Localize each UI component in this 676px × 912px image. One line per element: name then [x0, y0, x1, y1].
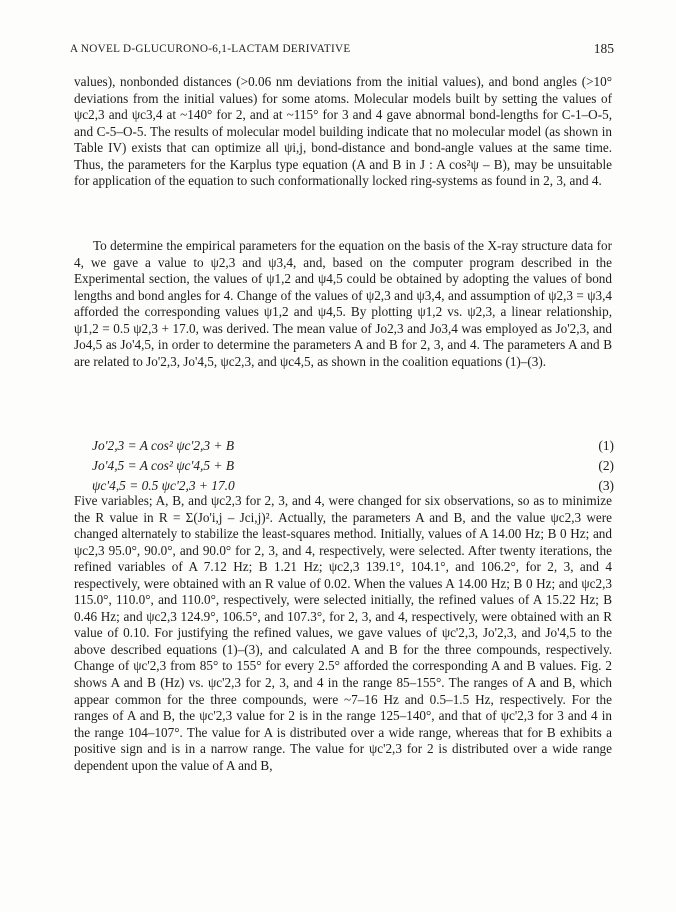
paragraph-3 — [74, 493, 612, 774]
equation-1-number: (1) — [598, 438, 614, 453]
coalition-equations — [92, 438, 614, 498]
equation-1 — [92, 438, 614, 458]
equation-3-number: (3) — [598, 478, 614, 493]
page-number: 185 — [593, 41, 614, 56]
equation-3-expression: ψc'4,5 = 0.5 ψc'2,3 + 17.0 — [92, 478, 235, 493]
running-title: A NOVEL D-GLUCURONO-6,1-LACTAM DERIVATIVE — [70, 43, 351, 55]
paragraph-1-text: values), nonbonded distances (>0.06 nm deviations from the initial values), and bond angles (>10° deviations from the initial values) for some atoms. Molecular models built by setting the values of ψc2,3 and ψc3,4 at ~140° for 2, and at ~115° for 3 and 4 gave abnormal bond-lengths for C-1–O-5, and C-5–O-5. The results of molecular model building indicate that no molecular model (as shown in Table IV) exists that can optimize all ψi,j, bond-distance and bond-angle values at the same time. Thus, the parameters for the Karplus type equation (A and B in J : A cos²ψ – B), may be unsuitable for application of the equation to such conformationally locked ring-systems as found in 2, 3, and 4. — [74, 74, 612, 189]
equation-2-number: (2) — [598, 458, 614, 473]
equation-2-expression: Jo'4,5 = A cos² ψc'4,5 + B — [92, 458, 235, 473]
paragraph-1 — [74, 74, 612, 190]
equation-1-expression: Jo'2,3 = A cos² ψc'2,3 + B — [92, 438, 235, 453]
equation-2 — [92, 458, 614, 478]
paragraph-2-text: To determine the empirical parameters for the equation on the basis of the X-ray structure data for 4, we gave a value to ψ2,3 and ψ3,4, and, based on the computer program described in the Experimental section, the values of ψ1,2 and ψ4,5 could be obtained by adopting the values of bond lengths and bond angles for 4. Change of the values of ψ2,3 and ψ3,4, and assumption of ψ2,3 = ψ3,4 afforded the corresponding values ψ1,2 and ψ4,5. By plotting ψ1,2 vs. ψ2,3, a linear relationship, ψ1,2 = 0.5 ψ2,3 + 17.0, was derived. The mean value of Jo2,3 and Jo3,4 was employed as Jo'2,3, and Jo4,5 as Jo'4,5, in order to determine the parameters A and B for 2, 3, and 4. The parameters A and B are related to Jo'2,3, Jo'4,5, ψc2,3, and ψc4,5, as shown in the coalition equations (1)–(3). — [74, 238, 612, 369]
paragraph-3-text: Five variables; A, B, and ψc2,3 for 2, 3, and 4, were changed for six observations, so as to minimize the R value in R = Σ(Jo'i,j – Jci,j)². Actually, the parameters A and B, and the value ψc2,3 were changed alternately to stabilize the least-squares method. Initially, values of A 14.00 Hz; B 0 Hz; and ψc2,3 95.0°, 90.0°, and 90.0° for 2, 3, and 4, respectively, were selected. After twenty iterations, the refined variables of A 7.12 Hz; B 1.21 Hz; ψc2,3 139.1°, 104.1°, and 106.2°, for 2, 3, and 4 respectively, were obtained with an R value of 0.02. When the values A 14.00 Hz; B 0 Hz; and ψc2,3 115.0°, 110.0°, and 110.0°, respectively, were selected initially, the refined values of A 15.22 Hz; B 0.46 Hz; and ψc2,3 124.9°, 106.5°, and 107.3°, for 2, 3, and 4, respectively, were obtained with an R value of 0.10. For justifying the refined values, we gave values of ψc'2,3, Jo'2,3, and Jo'4,5 to the above described equations (1)–(3), and calculated A and B for the three compounds, respectively. Change of ψc'2,3 from 85° to 155° for every 2.5° afforded the corresponding A and B values. Fig. 2 shows A and B (Hz) vs. ψc'2,3 for 2, 3, and 4 in the range 85–155°. The ranges of A and B, which appear common for the three compounds, were ~7–16 Hz and 0.5–1.5 Hz, respectively. For the ranges of A and B, the ψc'2,3 value for 2 is in the range 125–140°, and that of ψc'2,3 for 3 and 4 in the range 104–107°. The value for A is distributed over a wide range, whereas that for B exhibits a positive sign and is in a narrow range. The value for ψc'2,3 for 2 is distributed over a wide range dependent upon the value of A and B, — [74, 493, 612, 773]
paragraph-2 — [74, 238, 612, 370]
